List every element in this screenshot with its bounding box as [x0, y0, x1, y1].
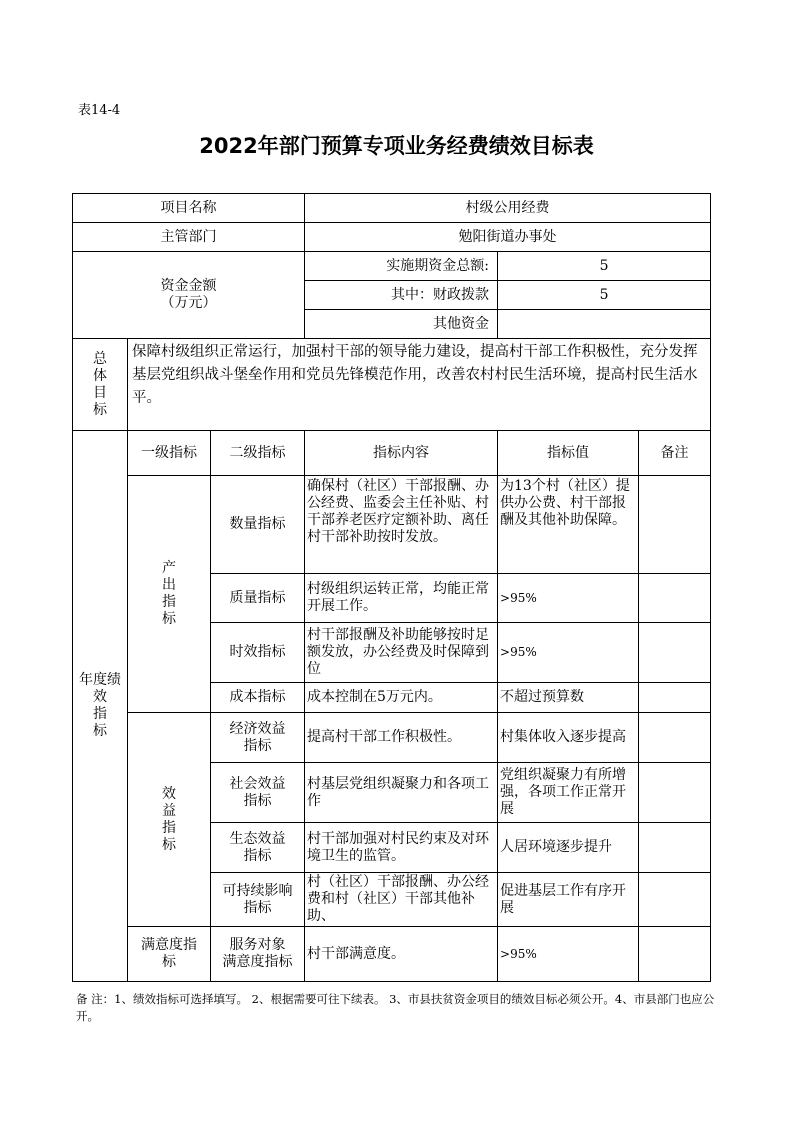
content-cell: 成本控制在5万元内。: [305, 683, 498, 713]
benefit-label: 效 益 指 标: [128, 713, 211, 927]
value-cell: >95%: [498, 574, 639, 623]
funds-fiscal-value: 5: [498, 281, 711, 310]
remark-cell: [639, 713, 711, 763]
level2-cell: 社会效益 指标: [211, 763, 305, 823]
remark-cell: [639, 683, 711, 713]
goal-row: [73, 339, 711, 431]
value-cell: 促进基层工作有序开展: [498, 873, 639, 927]
remark-cell: [639, 623, 711, 683]
table-row: [73, 713, 711, 763]
footnote: 备 注：1、绩效指标可选择填写。 2、根据需要可往下续表。 3、市县扶贫资金项目的绩效目标必须公开。4、市县部门也应公开。: [76, 992, 715, 1023]
remark-cell: [639, 763, 711, 823]
page-title: 2022年部门预算专项业务经费绩效目标表: [199, 134, 594, 158]
value-cell: >95%: [498, 623, 639, 683]
value-cell: 不超过预算数: [498, 683, 639, 713]
content-cell: 提高村干部工作积极性。: [305, 713, 498, 763]
content-cell: 村基层党组织凝聚力和各项工作: [305, 763, 498, 823]
goal-text: 保障村级组织正常运行，加强村干部的领导能力建设，提高村干部工作积极性，充分发挥基层党组织战斗堡垒作用和党员先锋模范作用，改善农村村民生活环境，提高村民生活水平。: [128, 339, 711, 431]
remark-cell: [639, 873, 711, 927]
header-level2: 二级指标: [211, 431, 305, 476]
performance-target-table: [72, 193, 711, 982]
value-cell: 党组织凝聚力有所增强，各项工作正常开展: [498, 763, 639, 823]
dept-label: 主管部门: [73, 223, 305, 252]
funds-fiscal-label: 其中：财政拨款: [305, 281, 498, 310]
output-label: 产 出 指 标: [128, 476, 211, 713]
satisfaction-label: 满意度指 标: [128, 927, 211, 982]
content-cell: 村级组织运转正常，均能正常开展工作。: [305, 574, 498, 623]
header-content: 指标内容: [305, 431, 498, 476]
remark-cell: [639, 927, 711, 982]
content-cell: 村干部报酬及补助能够按时足额发放，办公经费及时保障到位: [305, 623, 498, 683]
funds-other-label: 其他资金: [305, 310, 498, 339]
table-row: [73, 476, 711, 574]
funds-total-label: 实施期资金总额:: [305, 252, 498, 281]
remark-cell: [639, 476, 711, 574]
remark-cell: [639, 823, 711, 873]
header-row: [73, 431, 711, 476]
funds-other-value: [498, 310, 711, 339]
table-row: [73, 927, 711, 982]
content-cell: 确保村（社区）干部报酬、办公经费、监委会主任补贴、村干部养老医疗定额补助、离任村干部补助按时发放。: [305, 476, 498, 574]
header-remark: 备注: [639, 431, 711, 476]
funds-label-line1: 资金金额: [160, 278, 217, 294]
value-cell: 村集体收入逐步提高: [498, 713, 639, 763]
value-cell: 人居环境逐步提升: [498, 823, 639, 873]
level2-cell: 生态效益 指标: [211, 823, 305, 873]
level2-cell: 服务对象 满意度指标: [211, 927, 305, 982]
table-number: 表14-4: [78, 103, 121, 118]
project-name-value: 村级公用经费: [305, 194, 711, 223]
funds-total-value: 5: [498, 252, 711, 281]
goal-label: 总 体 目 标: [73, 339, 128, 431]
level2-cell: 经济效益 指标: [211, 713, 305, 763]
level2-cell: 时效指标: [211, 623, 305, 683]
project-name-row: [73, 194, 711, 223]
annual-label: 年度绩 效 指 标: [73, 431, 128, 982]
level2-cell: 质量指标: [211, 574, 305, 623]
header-value: 指标值: [498, 431, 639, 476]
level2-cell: 成本指标: [211, 683, 305, 713]
project-name-label: 项目名称: [73, 194, 305, 223]
content-cell: 村（社区）干部报酬、办公经费和村（社区）干部其他补助、: [305, 873, 498, 927]
remark-cell: [639, 574, 711, 623]
funds-total-row: [73, 252, 711, 281]
funds-label-line2: （万元）: [160, 295, 217, 311]
value-cell: 为13个村（社区）提供办公费、村干部报酬及其他补助保障。: [498, 476, 639, 574]
header-level1: 一级指标: [128, 431, 211, 476]
value-cell: >95%: [498, 927, 639, 982]
dept-value: 勉阳街道办事处: [305, 223, 711, 252]
level2-cell: 可持续影响 指标: [211, 873, 305, 927]
funds-label: [73, 252, 305, 339]
level2-cell: 数量指标: [211, 476, 305, 574]
dept-row: [73, 223, 711, 252]
content-cell: 村干部满意度。: [305, 927, 498, 982]
content-cell: 村干部加强对村民约束及对环境卫生的监管。: [305, 823, 498, 873]
